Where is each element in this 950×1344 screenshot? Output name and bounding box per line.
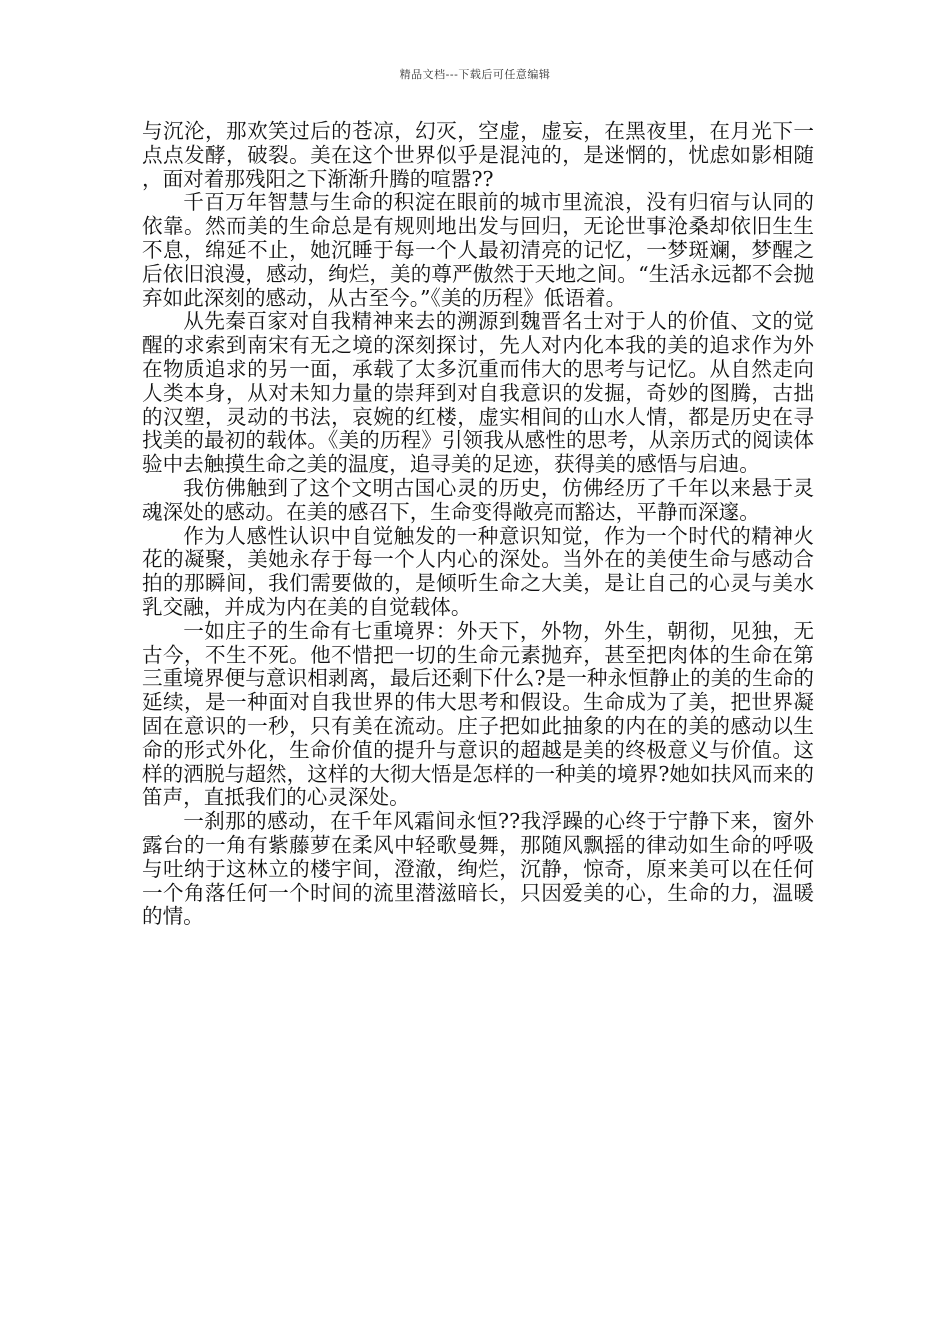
paragraph-4: 我仿佛触到了这个文明古国心灵的历史，仿佛经历了千年以来悬于灵魂深处的感动。在美的感召下，生命变得敞亮而豁达，平静而深邃。 <box>142 475 814 524</box>
paragraph-6: 一如庄子的生命有七重境界：外天下，外物，外生，朝彻，见独，无古今，不生不死。他不惜把一切的生命元素抛弃，甚至把肉体的生命在第三重境界便与意识相剥离，最后还剩下什么?是一种永恒静止的美的生命的延续，是一种面对自我世界的伟大思考和假设。生命成为了美，把世界凝固在意识的一秒，只有美在流动。庄子把如此抽象的内在的美的感动以生命的形式外化，生命价值的提升与意识的超越是美的终极意义与价值。这样的洒脱与超然，这样的大彻大悟是怎样的一种美的境界?她如扶风而来的笛声，直抵我们的心灵深处。 <box>142 618 814 810</box>
paragraph-7: 一刹那的感动，在千年风霜间永恒??我浮躁的心终于宁静下来，窗外露台的一角有紫藤萝在柔风中轻歌曼舞，那随风飘摇的律动如生命的呼吸与吐纳于这林立的楼宇间，澄澈，绚烂，沉静，惊奇，原来美可以在任何一个角落任何一个时间的流里潜滋暗长，只因爱美的心，生命的力，温暖的情。 <box>142 809 814 929</box>
page-header: 精品文档---下载后可任意编辑 <box>399 68 551 81</box>
document-body <box>142 120 814 929</box>
paragraph-1: 与沉沦，那欢笑过后的苍凉，幻灭，空虚，虚妄，在黑夜里，在月光下一点点发酵，破裂。美在这个世界似乎是混沌的，是迷惘的，忧虑如影相随，面对着那残阳之下渐渐升腾的喧嚣?? <box>142 119 814 191</box>
paragraph-2: 千百万年智慧与生命的积淀在眼前的城市里流浪，没有归宿与认同的依靠。然而美的生命总是有规则地出发与回归，无论世事沧桑却依旧生生不息，绵延不止，她沉睡于每一个人最初清亮的记忆，一梦斑斓，梦醒之后依旧浪漫，感动，绚烂，美的尊严傲然于天地之间。“生活永远都不会抛弃如此深刻的感动，从古至今。”《美的历程》低语着。 <box>142 190 814 310</box>
paragraph-3: 从先秦百家对自我精神来去的溯源到魏晋名士对于人的价值、文的觉醒的求索到南宋有无之境的深刻探讨，先人对内化本我的美的追求作为外在物质追求的另一面，承载了太多沉重而伟大的思考与记忆。从自然走向人类本身，从对未知力量的崇拜到对自我意识的发掘，奇妙的图腾，古拙的汉塑，灵动的书法，哀婉的红楼，虚实相间的山水人情，都是历史在寻找美的最初的载体。《美的历程》引领我从感性的思考，从亲历式的阅读体验中去触摸生命之美的温度，追寻美的足迹，获得美的感悟与启迪。 <box>142 309 814 477</box>
paragraph-5: 作为人感性认识中自觉触发的一种意识知觉，作为一个时代的精神火花的凝聚，美她永存于每一个人内心的深处。当外在的美使生命与感动合拍的那瞬间，我们需要做的，是倾听生命之大美，是让自己的心灵与美水乳交融，并成为内在美的自觉载体。 <box>142 523 814 619</box>
